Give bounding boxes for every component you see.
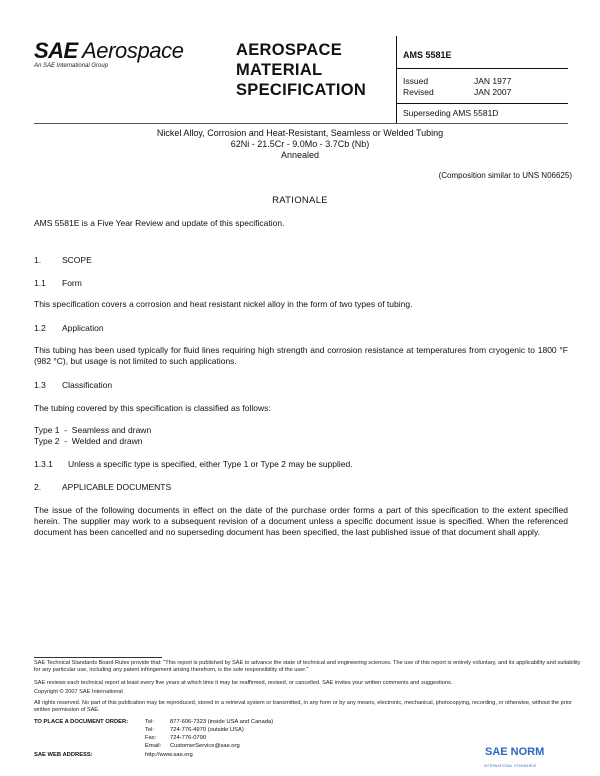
web-label: SAE WEB ADDRESS:: [34, 752, 93, 758]
fax-label: Fax:: [145, 735, 157, 741]
section-1-3-text: The tubing covered by this specification is classified as follows:: [34, 403, 271, 413]
section-1-2-text: This tubing has been used typically for fluid lines requiring high strength and corrosion resistance at temperatures from cryogenic to 1800 °F (982 °C), but usage is not limited to such applications.: [34, 345, 568, 366]
email-label: Email:: [145, 743, 162, 749]
section-1-heading: [34, 255, 92, 265]
title-line-1: AEROSPACE: [236, 41, 342, 59]
section-2-text: The issue of the following documents in effect on the date of the purchase order forms a part of this specification to the extent specified herein. The supplier may work to a subsequent revision of a document unless a specific document issue is specified. When the referenced document has been cancelled and no superseding document has been specified, the last published issue of that document shall apply.: [34, 505, 568, 537]
footer-rule: [34, 657, 162, 658]
section-1-3-heading: [34, 380, 112, 390]
subject-line-2: 62Ni - 21.5Cr - 9.0Mo - 3.7Cb (Nb): [230, 139, 370, 149]
order-label: TO PLACE A DOCUMENT ORDER:: [34, 719, 129, 725]
section-title: SCOPE: [62, 255, 92, 265]
section-number: 2.: [34, 482, 42, 492]
revised-date: JAN 2007: [474, 87, 512, 97]
section-text: Unless a specific type is specified, either Type 1 or Type 2 may be supplied.: [68, 459, 353, 469]
rights-note: All rights reserved. No part of this publication may be reproduced, stored in a retrieval system or transmitted, in any form or by any means, electronic, mechanical, photocopying, recording, or otherwise, without the prior written permission of SAE.: [34, 700, 572, 713]
type-1-item: Type 1 - Seamless and drawn: [34, 425, 152, 435]
review-note: SAE reviews each technical report at least every five years at which time it may be reaffirmed, revised, or cancelled. SAE invites your written comments and suggestions.: [34, 680, 453, 686]
header-rule-top: [396, 68, 568, 69]
title-line-3: SPECIFICATION: [236, 81, 367, 99]
tel2-label: Tel:: [145, 727, 155, 733]
subject-block: [0, 128, 600, 161]
section-number: 1.: [34, 255, 42, 265]
issued-label: Issued: [403, 76, 429, 86]
document-title: [236, 40, 366, 100]
aerospace-logo-text: Aerospace: [82, 38, 184, 63]
copyright-note: Copyright © 2007 SAE International: [34, 689, 123, 695]
section-1-1-heading: [34, 278, 82, 288]
section-number: 1.1: [34, 278, 46, 288]
document-number: AMS 5581E: [403, 50, 452, 60]
revised-label: Revised: [403, 87, 434, 97]
rationale-heading: RATIONALE: [272, 195, 328, 206]
tel-label: Tel:: [145, 719, 155, 725]
composition-note: (Composition similar to UNS N06625): [438, 171, 572, 180]
section-title: Classification: [62, 380, 113, 390]
board-rules-note: SAE Technical Standards Board Rules provide that: "This report is published by SAE to advance the state of technical and engineering sciences. The use of this report is entirely voluntary, and its applicability and suitability for any particular use, including any patent infringement arising therefrom, is the sole responsibility of the user.": [34, 660, 581, 673]
section-1-3-1: [34, 459, 353, 469]
section-number: 1.3: [34, 380, 46, 390]
header-rule-bottom: [396, 103, 568, 104]
superseding-note: Superseding AMS 5581D: [403, 108, 499, 118]
subject-line-1: Nickel Alloy, Corrosion and Heat-Resistant, Seamless or Welded Tubing: [156, 128, 444, 138]
logo-tagline: An SAE International Group: [34, 63, 109, 69]
sae-norm-watermark: [482, 742, 544, 760]
watermark-subtext: INTERNATIONAL STANDARDS: [484, 764, 537, 768]
web-address[interactable]: http://www.sae.org: [145, 752, 193, 758]
subject-line-3: Annealed: [280, 150, 320, 160]
title-line-2: MATERIAL: [236, 61, 323, 79]
section-2-heading: [34, 482, 171, 492]
email-value[interactable]: CustomerService@sae.org: [170, 743, 240, 749]
fax-value: 724-776-0790: [170, 735, 207, 741]
header-rule-full: [34, 123, 568, 124]
section-1-2-heading: [34, 323, 104, 333]
section-number: 1.3.1: [34, 459, 53, 469]
tel-value: 877-606-7323 (inside USA and Canada): [170, 719, 274, 725]
watermark-text: SAE NORM: [485, 746, 545, 758]
type-2-item: Type 2 - Welded and drawn: [34, 436, 143, 446]
rationale-text: AMS 5581E is a Five Year Review and update of this specification.: [34, 218, 285, 228]
header-divider: [396, 36, 397, 124]
section-title: APPLICABLE DOCUMENTS: [62, 482, 172, 492]
section-title: Application: [62, 323, 104, 333]
issued-date: JAN 1977: [474, 76, 512, 86]
section-title: Form: [62, 278, 82, 288]
sae-logo: SAE: [34, 38, 78, 63]
section-number: 1.2: [34, 323, 46, 333]
section-1-1-text: This specification covers a corrosion and heat resistant nickel alloy in the form of two types of tubing.: [34, 299, 413, 309]
tel2-value: 724-776-4970 (outside USA): [170, 727, 244, 733]
